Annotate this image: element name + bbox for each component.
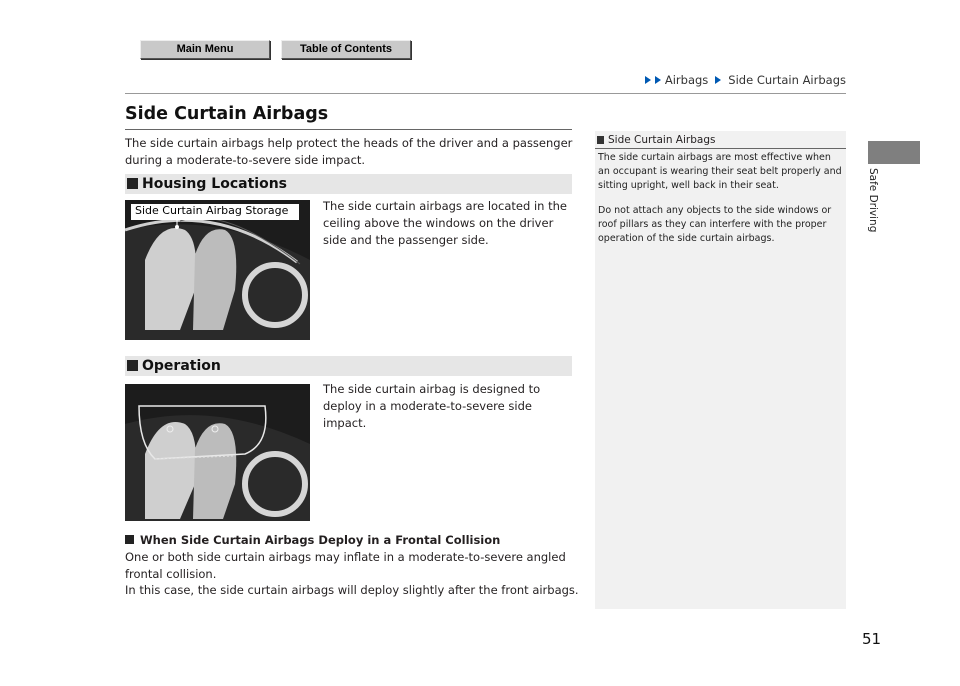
table-of-contents-button[interactable]: Table of Contents bbox=[281, 40, 411, 59]
housing-locations-heading bbox=[125, 174, 572, 194]
frontal-collision-heading bbox=[125, 533, 500, 547]
frontal-heading-label: When Side Curtain Airbags Deploy in a Frontal Collision bbox=[140, 533, 501, 547]
breadcrumb-arrow-icon bbox=[655, 76, 661, 84]
breadcrumb-arrow-icon bbox=[715, 76, 721, 84]
breadcrumb-item-airbags[interactable]: Airbags bbox=[664, 73, 709, 87]
frontal-collision-text bbox=[125, 549, 585, 599]
housing-text: The side curtain airbags are located in the ceiling above the windows on the driver side and the passenger side. bbox=[323, 199, 567, 247]
frontal-paragraph-1: One or both side curtain airbags may inflate in a moderate-to-severe angled frontal collision. bbox=[125, 550, 566, 581]
car-interior-illustration bbox=[125, 200, 310, 340]
chapter-tab-label: Safe Driving bbox=[867, 168, 879, 233]
title-divider bbox=[125, 129, 572, 130]
housing-illustration bbox=[125, 200, 310, 340]
breadcrumb bbox=[645, 73, 846, 87]
sidebar-note bbox=[595, 131, 846, 609]
sidebar-paragraph-2: Do not attach any objects to the side windows or roof pillars as they can interfere with the proper operation of the side curtain airbags. bbox=[598, 205, 832, 244]
header-divider bbox=[125, 93, 846, 94]
main-menu-button[interactable]: Main Menu bbox=[140, 40, 270, 59]
note-icon bbox=[597, 136, 604, 144]
chapter-tab[interactable] bbox=[868, 141, 920, 164]
square-bullet-icon bbox=[127, 360, 138, 371]
breadcrumb-arrow-icon bbox=[645, 76, 651, 84]
airbag-storage-label: Side Curtain Airbag Storage bbox=[135, 204, 289, 217]
operation-illustration bbox=[125, 384, 310, 521]
intro-text: The side curtain airbags help protect the heads of the driver and a passenger during a moderate-to-severe side impact. bbox=[125, 136, 573, 167]
sidebar-heading bbox=[595, 134, 846, 146]
operation-heading-label: Operation bbox=[142, 358, 221, 374]
breadcrumb-item-side-curtain[interactable]: Side Curtain Airbags bbox=[728, 73, 846, 87]
housing-heading-label: Housing Locations bbox=[142, 176, 287, 192]
sidebar-divider bbox=[595, 148, 846, 149]
operation-text: The side curtain airbag is designed to deploy in a moderate-to-severe side impact. bbox=[323, 382, 541, 430]
deployed-airbag-illustration bbox=[125, 384, 310, 521]
page-number: 51 bbox=[862, 630, 882, 648]
square-bullet-icon bbox=[127, 178, 138, 189]
frontal-paragraph-2: In this case, the side curtain airbags will deploy slightly after the front airbags. bbox=[125, 583, 579, 597]
square-bullet-icon bbox=[125, 535, 134, 544]
page-title: Side Curtain Airbags bbox=[125, 104, 329, 124]
sidebar-heading-label: Side Curtain Airbags bbox=[608, 134, 716, 146]
operation-heading bbox=[125, 356, 572, 376]
sidebar-paragraph-1: The side curtain airbags are most effective when an occupant is wearing their seat belt properly and sitting upright, well back in their seat. bbox=[598, 152, 842, 191]
